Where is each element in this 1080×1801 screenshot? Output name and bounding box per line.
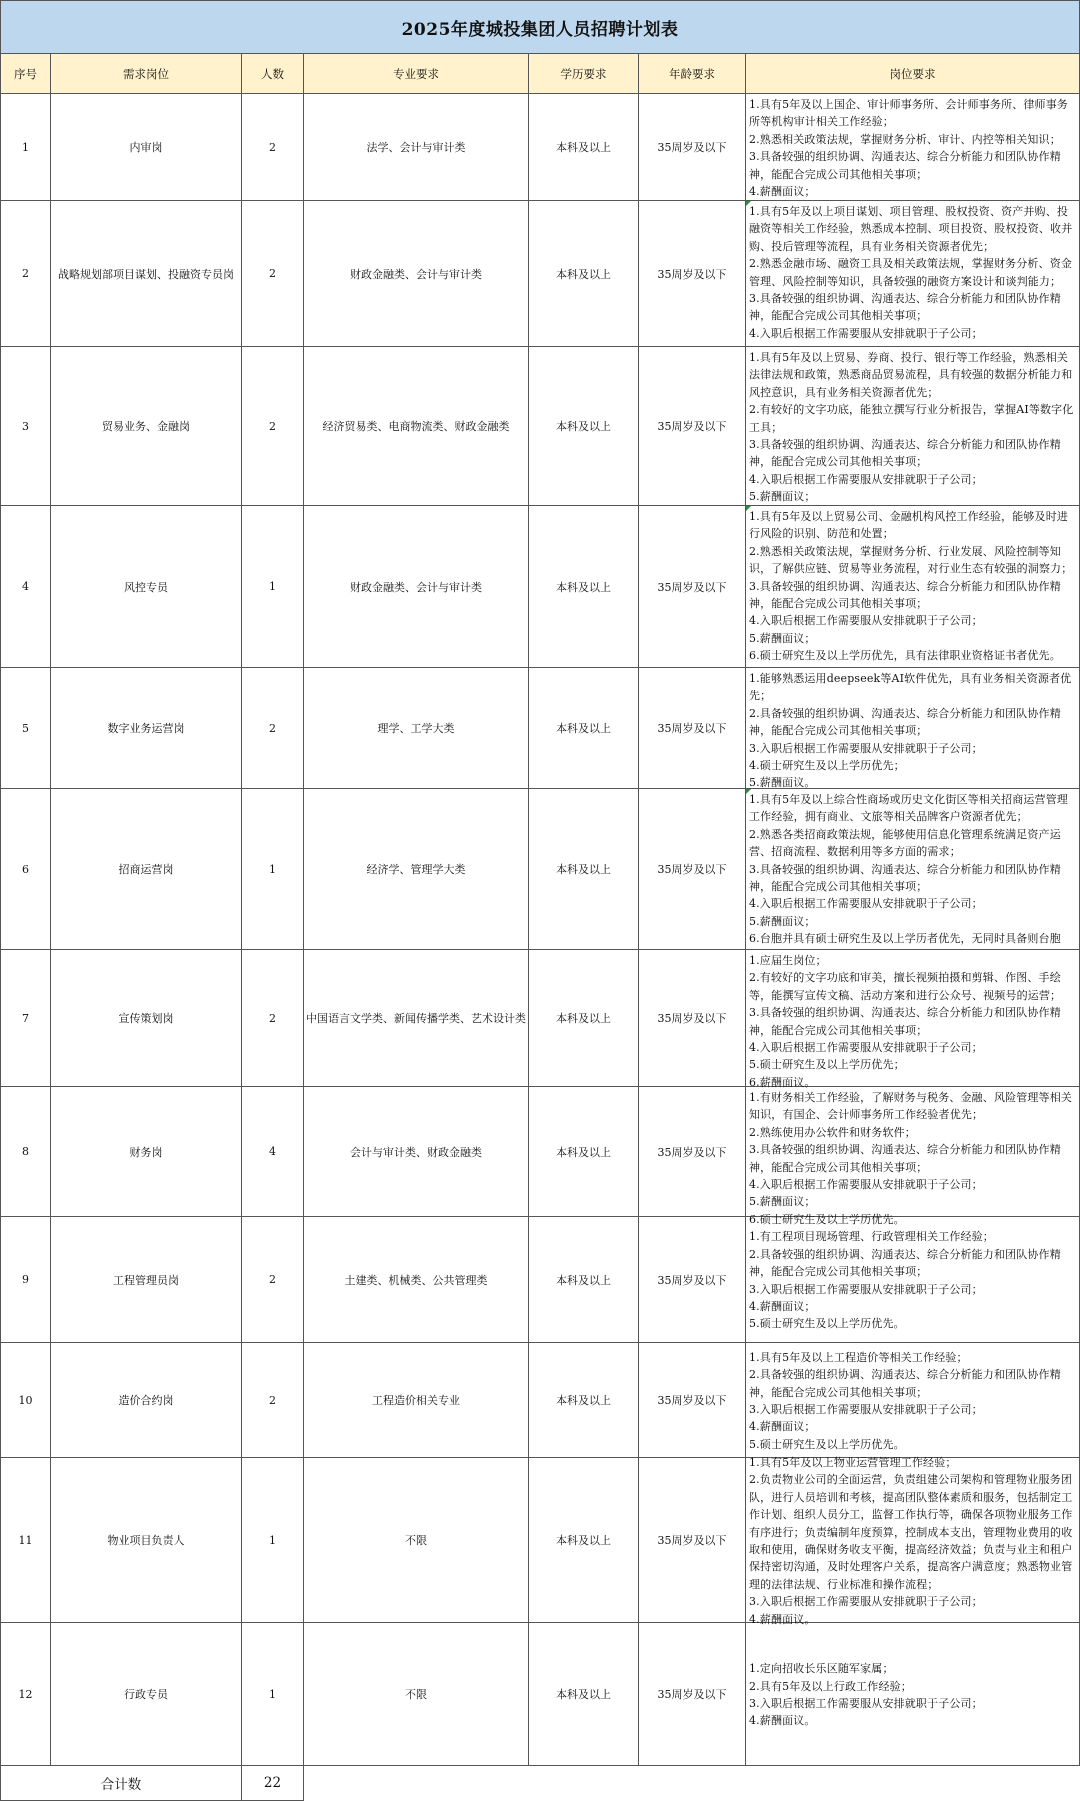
requirement-item: 4.入职后根据工作需要服从安排就职于子公司； xyxy=(749,614,983,628)
requirement-item: 4.硕士研究生及以上学历优先； xyxy=(749,759,905,773)
requirement-item: 5.薪酬面议； xyxy=(749,914,816,928)
requirements-list xyxy=(746,950,1079,1089)
row-position: 内审岗 xyxy=(51,94,242,201)
requirement-item: 3.具备较强的组织协调、沟通表达、综合分析能力和团队协作精神，能配合完成公司其他相关事项； xyxy=(749,862,1061,894)
row-count: 1 xyxy=(242,789,304,950)
requirement-item: 4.入职后根据工作需要服从安排就职于子公司； xyxy=(749,1178,983,1192)
row-major: 理学、工学大类 xyxy=(304,668,529,789)
total-label: 合计数 xyxy=(1,1766,242,1801)
requirement-item: 4.入职后根据工作需要服从安排就职于子公司； xyxy=(749,326,983,340)
table-row xyxy=(1,1623,1080,1766)
title-row xyxy=(1,1,1080,54)
requirement-item: 3.入职后根据工作需要服从安排就职于子公司； xyxy=(749,1282,983,1296)
table-row xyxy=(1,347,1080,506)
row-age: 35周岁及以下 xyxy=(639,1087,746,1217)
row-count: 1 xyxy=(242,1458,304,1623)
header-position: 需求岗位 xyxy=(51,54,242,94)
row-major: 法学、会计与审计类 xyxy=(304,94,529,201)
row-index: 5 xyxy=(1,668,51,789)
requirement-item: 6.硕士研究生及以上学历优先，具有法律职业资格证书者优先。 xyxy=(749,649,1061,663)
header-requirements: 岗位要求 xyxy=(746,54,1080,94)
row-index: 4 xyxy=(1,506,51,668)
requirements-list xyxy=(746,1087,1079,1226)
row-index: 2 xyxy=(1,201,51,347)
row-education: 本科及以上 xyxy=(529,1458,639,1623)
row-count: 1 xyxy=(242,1623,304,1766)
row-index: 6 xyxy=(1,789,51,950)
requirements-list xyxy=(746,1455,1079,1626)
requirements-list xyxy=(746,94,1079,200)
table-row xyxy=(1,789,1080,950)
row-count: 2 xyxy=(242,668,304,789)
header-index: 序号 xyxy=(1,54,51,94)
table-row xyxy=(1,1343,1080,1458)
row-position: 行政专员 xyxy=(51,1623,242,1766)
row-requirements xyxy=(746,347,1080,506)
row-age: 35周岁及以下 xyxy=(639,668,746,789)
row-major: 中国语言文学类、新闻传播学类、艺术设计类 xyxy=(304,950,529,1087)
row-requirements xyxy=(746,1343,1080,1458)
requirements-list xyxy=(746,1343,1079,1457)
requirement-item: 2.熟悉相关政策法规，掌握财务分析、行业发展、风险控制等知识，了解供应链、贸易等业务流程，对行业生态有较强的洞察力； xyxy=(749,544,1073,576)
requirements-list xyxy=(746,506,1079,667)
header-age: 年龄要求 xyxy=(639,54,746,94)
requirement-item: 4.入职后根据工作需要服从安排就职于子公司； xyxy=(749,897,983,911)
row-major: 会计与审计类、财政金融类 xyxy=(304,1087,529,1217)
row-age: 35周岁及以下 xyxy=(639,347,746,506)
row-count: 2 xyxy=(242,1217,304,1343)
requirement-item: 2.具备较强的组织协调、沟通表达、综合分析能力和团队协作精神，能配合完成公司其他相关事项； xyxy=(749,706,1061,738)
requirement-item: 3.具备较强的组织协调、沟通表达、综合分析能力和团队协作精神，能配合完成公司其他相关事项； xyxy=(749,1006,1061,1037)
requirement-item: 2.有较好的文字功底和审美，擅长视频拍摄和剪辑、作图、手绘等，能撰写宣传文稿、活动方案和进行公众号、视频号的运营； xyxy=(749,971,1062,1002)
row-age: 35周岁及以下 xyxy=(639,94,746,201)
requirement-item: 6.薪酬面议。 xyxy=(749,1075,816,1089)
requirement-item: 2.具备较强的组织协调、沟通表达、综合分析能力和团队协作精神，能配合完成公司其他相关事项； xyxy=(749,1368,1061,1399)
table-row xyxy=(1,668,1080,789)
row-age: 35周岁及以下 xyxy=(639,950,746,1087)
requirement-item: 1.定向招收长乐区随军家属； xyxy=(749,1662,894,1676)
requirement-item: 1.具有5年及以上综合性商场或历史文化街区等相关招商运营管理工作经验，拥有商业、文旅等相关品牌客户资源者优先； xyxy=(749,793,1068,824)
requirement-item: 3.入职后根据工作需要服从安排就职于子公司； xyxy=(749,741,983,755)
table-row xyxy=(1,94,1080,201)
requirement-item: 2.负责物业公司的全面运营，负责组建公司架构和管理物业服务团队，进行人员培训和考核，提高团队整体素质和服务，包括制定工作计划、组织人员分工，监督工作执行等，确保各项物业服务工作有序进行；负责编制年度预算，控制成本支出，管理物业费用的收取和使用，确保财务收支平衡，提高经济效益；负责与业主和租户保持密切沟通，及时处理客户关系，提高客户满意度；熟悉物业管理的法律法规、行业标准和操作流程； xyxy=(749,1473,1073,1591)
requirement-item: 5.硕士研究生及以上学历优先。 xyxy=(749,1317,905,1331)
requirement-item: 2.熟练使用办公软件和财务软件； xyxy=(749,1125,916,1139)
row-index: 11 xyxy=(1,1458,51,1623)
requirement-item: 1.能够熟悉运用deepseek等AI软件优先，具有业务相关资源者优先； xyxy=(749,672,1072,703)
requirement-item: 4.入职后根据工作需要服从安排就职于子公司； xyxy=(749,472,983,486)
row-education: 本科及以上 xyxy=(529,94,639,201)
row-age: 35周岁及以下 xyxy=(639,1343,746,1458)
header-education: 学历要求 xyxy=(529,54,639,94)
requirement-item: 1.具有5年及以上物业运营管理工作经验； xyxy=(749,1455,957,1469)
row-count: 2 xyxy=(242,201,304,347)
requirement-item: 2.熟悉金融市场、融资工具及相关政策法规，掌握财务分析、资金管理、风险控制等知识，具备较强的融资方案设计和谈判能力； xyxy=(749,257,1072,288)
row-major: 不限 xyxy=(304,1623,529,1766)
requirements-list xyxy=(746,201,1079,346)
row-index: 3 xyxy=(1,347,51,506)
requirement-item: 3.具备较强的组织协调、沟通表达、综合分析能力和团队协作精神，能配合完成公司其他相关事项； xyxy=(749,579,1061,611)
requirement-item: 4.薪酬面议。 xyxy=(749,1714,816,1728)
requirement-item: 4.薪酬面议； xyxy=(749,1420,816,1434)
row-position: 宣传策划岗 xyxy=(51,950,242,1087)
row-requirements xyxy=(746,789,1080,950)
requirement-item: 4.薪酬面议。 xyxy=(749,1612,816,1626)
row-major: 财政金融类、会计与审计类 xyxy=(304,201,529,347)
table-row xyxy=(1,201,1080,347)
requirement-item: 2.具备较强的组织协调、沟通表达、综合分析能力和团队协作精神，能配合完成公司其他相关事项； xyxy=(749,1247,1061,1279)
row-major: 工程造价相关专业 xyxy=(304,1343,529,1458)
header-count: 人数 xyxy=(242,54,304,94)
row-index: 9 xyxy=(1,1217,51,1343)
requirement-item: 1.应届生岗位； xyxy=(749,954,827,967)
row-education: 本科及以上 xyxy=(529,1343,639,1458)
requirement-item: 5.薪酬面议； xyxy=(749,1195,816,1209)
requirement-item: 4.薪酬面议； xyxy=(749,1299,816,1313)
row-position: 物业项目负责人 xyxy=(51,1458,242,1623)
header-row xyxy=(1,54,1080,94)
requirements-list xyxy=(746,1217,1079,1342)
row-age: 35周岁及以下 xyxy=(639,1458,746,1623)
row-major: 经济学、管理学大类 xyxy=(304,789,529,950)
header-major: 专业要求 xyxy=(304,54,529,94)
row-index: 7 xyxy=(1,950,51,1087)
requirement-item: 1.有工程项目现场管理、行政管理相关工作经验； xyxy=(749,1230,994,1244)
row-requirements xyxy=(746,668,1080,789)
table-row xyxy=(1,1087,1080,1217)
comment-marker-icon xyxy=(746,201,751,206)
total-count: 22 xyxy=(242,1766,304,1801)
row-education: 本科及以上 xyxy=(529,506,639,668)
requirement-item: 2.熟悉各类招商政策法规，能够使用信息化管理系统满足资产运营、招商流程、数据利用等多方面的需求； xyxy=(749,827,1061,859)
requirement-item: 2.具有5年及以上行政工作经验； xyxy=(749,1679,912,1693)
row-position: 工程管理员岗 xyxy=(51,1217,242,1343)
row-education: 本科及以上 xyxy=(529,1623,639,1766)
table-row xyxy=(1,1217,1080,1343)
requirement-item: 4.入职后根据工作需要服从安排就职于子公司； xyxy=(749,1041,983,1055)
total-row xyxy=(1,1766,1080,1801)
row-age: 35周岁及以下 xyxy=(639,506,746,668)
requirement-item: 5.薪酬面议； xyxy=(749,490,816,504)
row-major: 土建类、机械类、公共管理类 xyxy=(304,1217,529,1343)
requirements-list xyxy=(746,668,1079,788)
row-age: 35周岁及以下 xyxy=(639,201,746,347)
row-position: 招商运营岗 xyxy=(51,789,242,950)
requirements-list xyxy=(746,1623,1079,1765)
row-position: 财务岗 xyxy=(51,1087,242,1217)
requirement-item: 5.硕士研究生及以上学历优先； xyxy=(749,1058,905,1072)
row-education: 本科及以上 xyxy=(529,950,639,1087)
comment-marker-icon xyxy=(746,789,751,794)
requirement-item: 3.具备较强的组织协调、沟通表达、综合分析能力和团队协作精神，能配合完成公司其他相关事项； xyxy=(749,1143,1061,1174)
row-major: 经济贸易类、电商物流类、财政金融类 xyxy=(304,347,529,506)
requirement-item: 3.入职后根据工作需要服从安排就职于子公司； xyxy=(749,1595,983,1609)
row-age: 35周岁及以下 xyxy=(639,789,746,950)
row-requirements xyxy=(746,506,1080,668)
requirements-list xyxy=(746,347,1079,505)
row-index: 8 xyxy=(1,1087,51,1217)
row-education: 本科及以上 xyxy=(529,1217,639,1343)
row-index: 12 xyxy=(1,1623,51,1766)
requirement-item: 3.具备较强的组织协调、沟通表达、综合分析能力和团队协作精神，能配合完成公司其他相关事项； xyxy=(749,150,1061,181)
row-count: 2 xyxy=(242,1343,304,1458)
requirement-item: 1.具有5年及以上贸易公司、金融机构风控工作经验，能够及时进行风险的识别、防范和处置； xyxy=(749,510,1068,541)
requirement-item: 1.有财务相关工作经验，了解财务与税务、金融、风险管理等相关知识，有国企、会计师事务所工作经验者优先； xyxy=(749,1091,1072,1122)
requirement-item: 3.具备较强的组织协调、沟通表达、综合分析能力和团队协作精神，能配合完成公司其他相关事项； xyxy=(749,292,1061,323)
row-requirements xyxy=(746,1623,1080,1766)
requirement-item: 5.薪酬面议。 xyxy=(749,776,816,790)
requirement-item: 2.熟悉相关政策法规，掌握财务分析、审计、内控等相关知识； xyxy=(749,132,1061,146)
row-education: 本科及以上 xyxy=(529,1087,639,1217)
row-position: 贸易业务、金融岗 xyxy=(51,347,242,506)
requirement-item: 5.硕士研究生及以上学历优先。 xyxy=(749,1437,905,1451)
comment-marker-icon xyxy=(746,506,751,511)
row-position: 风控专员 xyxy=(51,506,242,668)
requirement-item: 2.有较好的文字功底，能独立撰写行业分析报告，掌握AI等数字化工具； xyxy=(749,403,1074,434)
requirement-item: 3.具备较强的组织协调、沟通表达、综合分析能力和团队协作精神，能配合完成公司其他相关事项； xyxy=(749,438,1061,469)
row-count: 2 xyxy=(242,950,304,1087)
table-row xyxy=(1,1458,1080,1623)
row-requirements xyxy=(746,1087,1080,1226)
row-major: 不限 xyxy=(304,1458,529,1623)
row-count: 2 xyxy=(242,347,304,506)
row-age: 35周岁及以下 xyxy=(639,1623,746,1766)
row-requirements xyxy=(746,201,1080,347)
table-row xyxy=(1,506,1080,668)
row-requirements xyxy=(746,94,1080,201)
requirement-item: 3.入职后根据工作需要服从安排就职于子公司； xyxy=(749,1697,983,1710)
total-blank xyxy=(304,1766,1080,1801)
row-major: 财政金融类、会计与审计类 xyxy=(304,506,529,668)
row-requirements xyxy=(746,950,1080,1087)
row-position: 数字业务运营岗 xyxy=(51,668,242,789)
table-row xyxy=(1,950,1080,1087)
row-education: 本科及以上 xyxy=(529,789,639,950)
row-education: 本科及以上 xyxy=(529,201,639,347)
requirement-item: 1.具有5年及以上工程造价等相关工作经验； xyxy=(749,1350,968,1364)
row-position: 战略规划部项目谋划、投融资专员岗 xyxy=(51,201,242,347)
row-education: 本科及以上 xyxy=(529,347,639,506)
table-title: 2025年度城投集团人员招聘计划表 xyxy=(1,1,1080,54)
row-count: 1 xyxy=(242,506,304,668)
requirement-item: 1.具有5年及以上国企、审计师事务所、会计师事务所、律师事务所等机构审计相关工作经验； xyxy=(749,98,1068,129)
requirements-list xyxy=(746,789,1079,949)
requirement-item: 1.具有5年及以上贸易、券商、投行、银行等工作经验，熟悉相关法律法规和政策，熟悉商品贸易流程，具有较强的数据分析能力和风控意识，具有业务相关资源者优先； xyxy=(749,351,1073,399)
row-requirements xyxy=(746,1217,1080,1343)
requirement-item: 1.具有5年及以上项目谋划、项目管理、股权投资、资产并购、投融资等相关工作经验，熟悉成本控制、项目投资、股权投资、收并购、投后管理等流程，具有业务相关资源者优先； xyxy=(749,205,1073,253)
row-index: 10 xyxy=(1,1343,51,1458)
row-education: 本科及以上 xyxy=(529,668,639,789)
row-position: 造价合约岗 xyxy=(51,1343,242,1458)
row-count: 4 xyxy=(242,1087,304,1217)
requirement-item: 4.薪酬面议； xyxy=(749,185,816,199)
row-count: 2 xyxy=(242,94,304,201)
row-requirements xyxy=(746,1455,1080,1626)
requirement-item: 6.台胞并具有硕士研究生及以上学历者优先，无同时具备则台胞 xyxy=(749,932,1061,946)
row-index: 1 xyxy=(1,94,51,201)
requirement-item: 6.硕士研究生及以上学历优先。 xyxy=(749,1212,905,1226)
row-age: 35周岁及以下 xyxy=(639,1217,746,1343)
requirement-item: 3.入职后根据工作需要服从安排就职于子公司； xyxy=(749,1403,983,1416)
requirement-item: 5.薪酬面议； xyxy=(749,631,816,645)
